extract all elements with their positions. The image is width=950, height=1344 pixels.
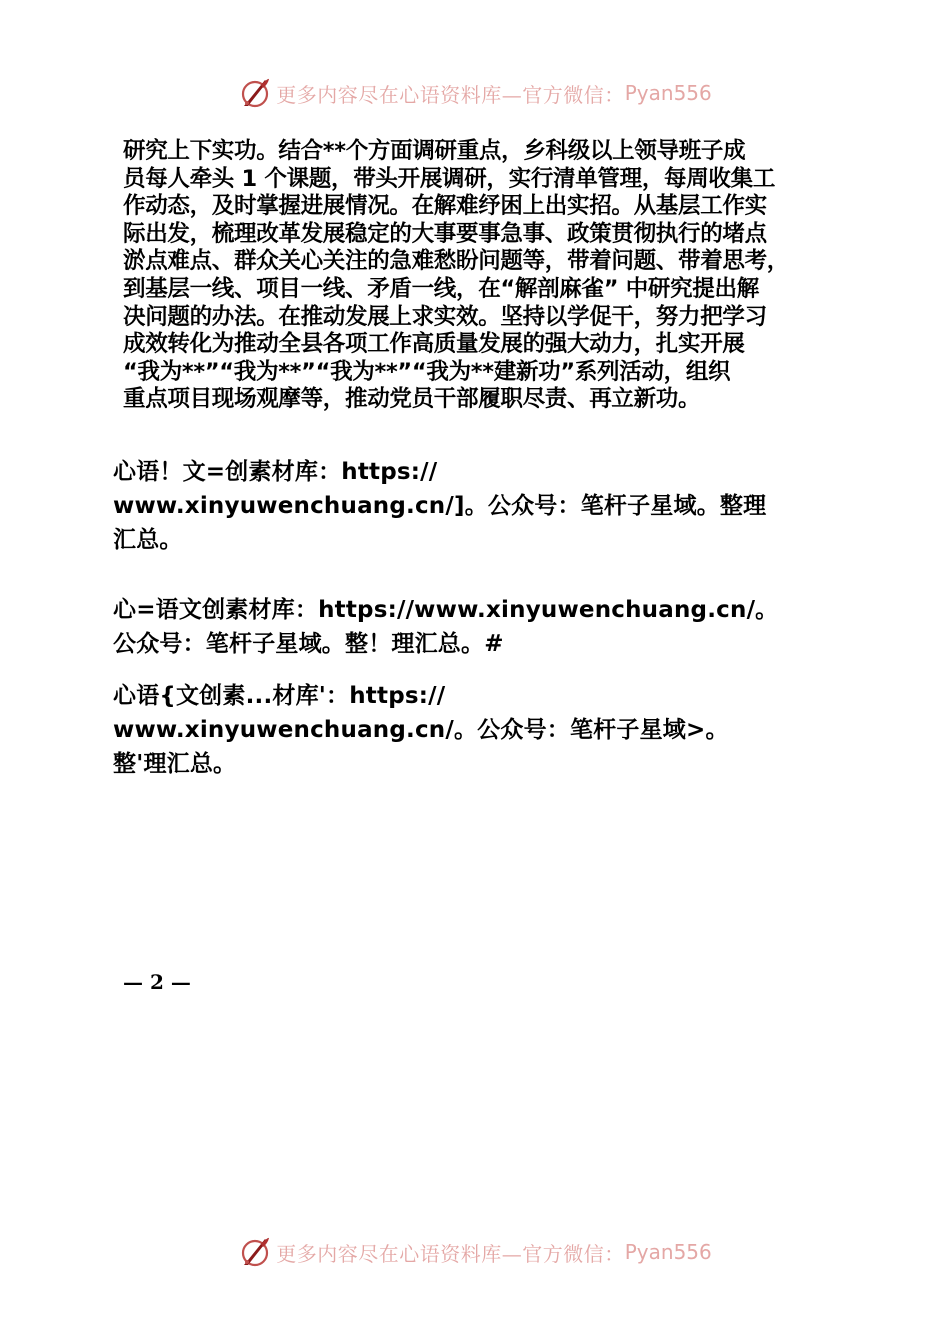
watermark-line: www.xinyuwenchuang.cn/]。公众号：笔杆子星域。整理 [113,493,767,519]
paragraph-line: 作动态，及时掌握进展情况。在解难纾困上出实招。从基层工作实 [123,193,767,220]
page-number: — 2 — [123,970,191,994]
watermark-line: 整'理汇总。 [113,751,237,777]
banner-wechat-id: Pyan556 [624,81,712,105]
paragraph-line: 际出发，梳理改革发展稳定的大事要事急事、政策贯彻执行的堵点 [123,220,767,247]
watermark-line: 心语！文=创素材库：https:// [113,459,438,485]
banner-text: 更多内容尽在心语资料库—官方微信： [276,82,625,107]
watermark-note-1 [113,455,853,557]
paragraph-line: 员每人牵头 1 个课题，带头开展调研，实行清单管理，每周收集工 [123,165,776,192]
paragraph-line: 研究上下实功。结合**个方面调研重点，乡科级以上领导班子成 [123,138,746,164]
quill-pen-logo-icon [238,76,272,110]
paragraph-line: 决问题的办法。在推动发展上求实效。坚持以学促干，努力把学习 [123,303,767,330]
watermark-line: 心语{文创素...材库'：https:// [113,683,446,709]
paragraph-line: “我为**”“我为**”“我为**”“我为**建新功”系列活动，组织 [123,358,731,385]
body-paragraph [123,138,845,414]
watermark-line: 汇总。 [113,527,183,553]
paragraph-line: 成效转化为推动全县各项工作高质量发展的强大动力，扎实开展 [123,331,745,358]
banner-wechat-id: Pyan556 [624,1240,712,1264]
paragraph-line: 淤点难点、群众关心关注的急难愁盼问题等，带着问题、带着思考， [123,248,790,275]
watermark-line: 公众号：笔杆子星域。整！理汇总。# [113,631,504,657]
footer-banner [0,1230,950,1274]
watermark-line: 心=语文创素材库：https://www.xinyuwenchuang.cn/。 [113,597,779,623]
paragraph-line: 到基层一线、项目一线、矛盾一线，在“解剖麻雀” 中研究提出解 [123,275,759,302]
paragraph-line: 重点项目现场观摩等，推动党员干部履职尽责、再立新功。 [123,386,701,413]
banner-text: 更多内容尽在心语资料库—官方微信： [276,1241,625,1266]
watermark-note-2 [113,593,853,661]
header-banner [0,71,950,115]
watermark-note-3 [113,679,853,781]
watermark-line: www.xinyuwenchuang.cn/。公众号：笔杆子星域>。 [113,717,729,743]
quill-pen-logo-icon [238,1235,272,1269]
